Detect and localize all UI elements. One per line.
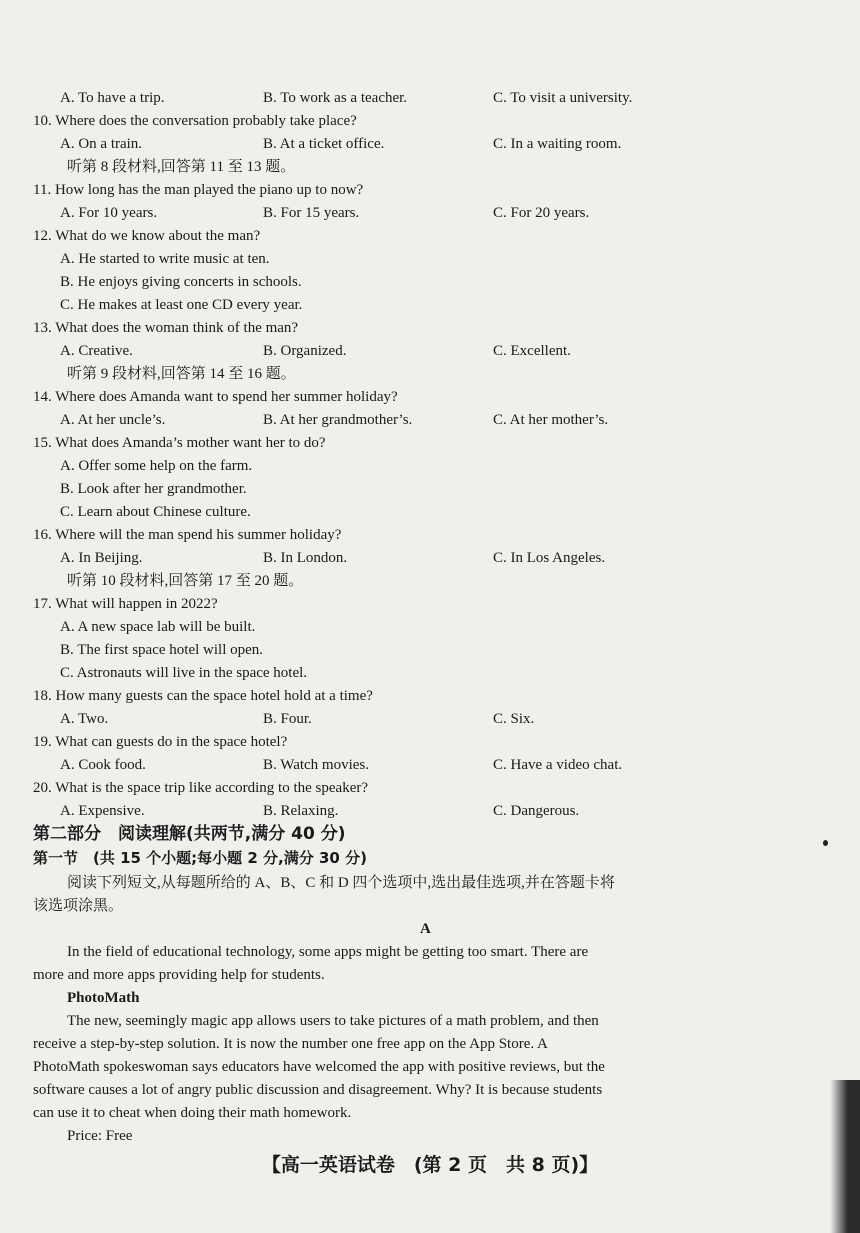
q13-option-a: A. Creative. [60, 343, 133, 359]
q11-stem: 11. How long has the man played the piano up to now? [33, 182, 364, 198]
q16-option-b: B. In London. [263, 550, 348, 566]
q20-stem: 20. What is the space trip like according to the speaker? [33, 780, 369, 796]
q16-option-c: C. In Los Angeles. [493, 550, 606, 566]
ink-dot [823, 840, 828, 846]
q15-option-c: C. Learn about Chinese culture. [60, 504, 251, 520]
q18-option-a: A. Two. [60, 711, 109, 727]
q15-option-a: A. Offer some help on the farm. [60, 458, 253, 474]
q9-options [0, 87, 860, 110]
page-footer: 【高一英语试卷 (第 2 页 共 8 页)】 [261, 1154, 599, 1176]
q20-option-c: C. Dangerous. [493, 803, 580, 819]
passage-letter: A [420, 921, 431, 937]
q9-option-a: A. To have a trip. [60, 90, 165, 106]
q17-option-a: A. A new space lab will be built. [60, 619, 256, 635]
q9-option-b: B. To work as a teacher. [263, 90, 408, 106]
scan-edge-shadow [830, 1080, 860, 1233]
q15-option-b: B. Look after her grandmother. [60, 481, 247, 497]
part-two-heading: 第二部分 阅读理解(共两节,满分 40 分) [33, 824, 346, 844]
q14-option-a: A. At her uncle’s. [60, 412, 166, 428]
q11-option-a: A. For 10 years. [60, 205, 158, 221]
app-name-heading: PhotoMath [67, 990, 140, 1006]
app-desc-line-3: PhotoMath spokeswoman says educators have welcomed the app with positive reviews, but the [33, 1059, 605, 1075]
q14-option-c: C. At her mother’s. [493, 412, 609, 428]
app-desc-line-2: receive a step-by-step solution. It is now the number one free app on the App Store. A [33, 1036, 548, 1052]
q18-stem: 18. How many guests can the space hotel hold at a time? [33, 688, 373, 704]
q15-stem: 15. What does Amanda’s mother want her to do? [33, 435, 326, 451]
q19-option-a: A. Cook food. [60, 757, 146, 773]
q12-option-c: C. He makes at least one CD every year. [60, 297, 303, 313]
q19-stem: 19. What can guests do in the space hotel? [33, 734, 288, 750]
q14-option-b: B. At her grandmother’s. [263, 412, 413, 428]
q11-option-c: C. For 20 years. [493, 205, 590, 221]
q20-option-a: A. Expensive. [60, 803, 145, 819]
q13-option-c: C. Excellent. [493, 343, 571, 359]
q17-option-c: C. Astronauts will live in the space hotel. [60, 665, 308, 681]
q11-option-b: B. For 15 years. [263, 205, 360, 221]
q14-stem: 14. Where does Amanda want to spend her summer holiday? [33, 389, 398, 405]
q18-option-b: B. Four. [263, 711, 312, 727]
q13-stem: 13. What does the woman think of the man? [33, 320, 299, 336]
instructions-line-2: 该选项涂黑。 [33, 898, 124, 914]
listen-section-10: 听第 10 段材料,回答第 17 至 20 题。 [67, 573, 304, 589]
section-one-heading: 第一节 (共 15 个小题;每小题 2 分,满分 30 分) [33, 849, 367, 867]
q10-option-b: B. At a ticket office. [263, 136, 385, 152]
app-desc-line-5: can use it to cheat when doing their math homework. [33, 1105, 352, 1121]
price-line: Price: Free [67, 1128, 133, 1144]
q12-option-b: B. He enjoys giving concerts in schools. [60, 274, 302, 290]
q17-stem: 17. What will happen in 2022? [33, 596, 218, 612]
q16-stem: 16. Where will the man spend his summer holiday? [33, 527, 342, 543]
intro-line-1: In the field of educational technology, some apps might be getting too smart. There are [67, 944, 589, 960]
listen-section-9: 听第 9 段材料,回答第 14 至 16 题。 [67, 366, 296, 382]
instructions-line-1: 阅读下列短文,从每题所给的 A、B、C 和 D 四个选项中,选出最佳选项,并在答题卡将 [67, 875, 615, 891]
q10-stem: 10. Where does the conversation probably take place? [33, 113, 357, 129]
q16-option-a: A. In Beijing. [60, 550, 143, 566]
q10-option-a: A. On a train. [60, 136, 143, 152]
q18-option-c: C. Six. [493, 711, 535, 727]
q9-option-c: C. To visit a university. [493, 90, 633, 106]
app-desc-line-4: software causes a lot of angry public discussion and disagreement. Why? It is because students [33, 1082, 603, 1098]
q19-option-b: B. Watch movies. [263, 757, 370, 773]
q20-option-b: B. Relaxing. [263, 803, 339, 819]
q12-stem: 12. What do we know about the man? [33, 228, 261, 244]
q17-option-b: B. The first space hotel will open. [60, 642, 264, 658]
intro-line-2: more and more apps providing help for students. [33, 967, 325, 983]
q10-option-c: C. In a waiting room. [493, 136, 622, 152]
q13-option-b: B. Organized. [263, 343, 347, 359]
listen-section-8: 听第 8 段材料,回答第 11 至 13 题。 [67, 159, 296, 175]
q19-option-c: C. Have a video chat. [493, 757, 623, 773]
q12-option-a: A. He started to write music at ten. [60, 251, 270, 267]
app-desc-line-1: The new, seemingly magic app allows users to take pictures of a math problem, and then [67, 1013, 599, 1029]
